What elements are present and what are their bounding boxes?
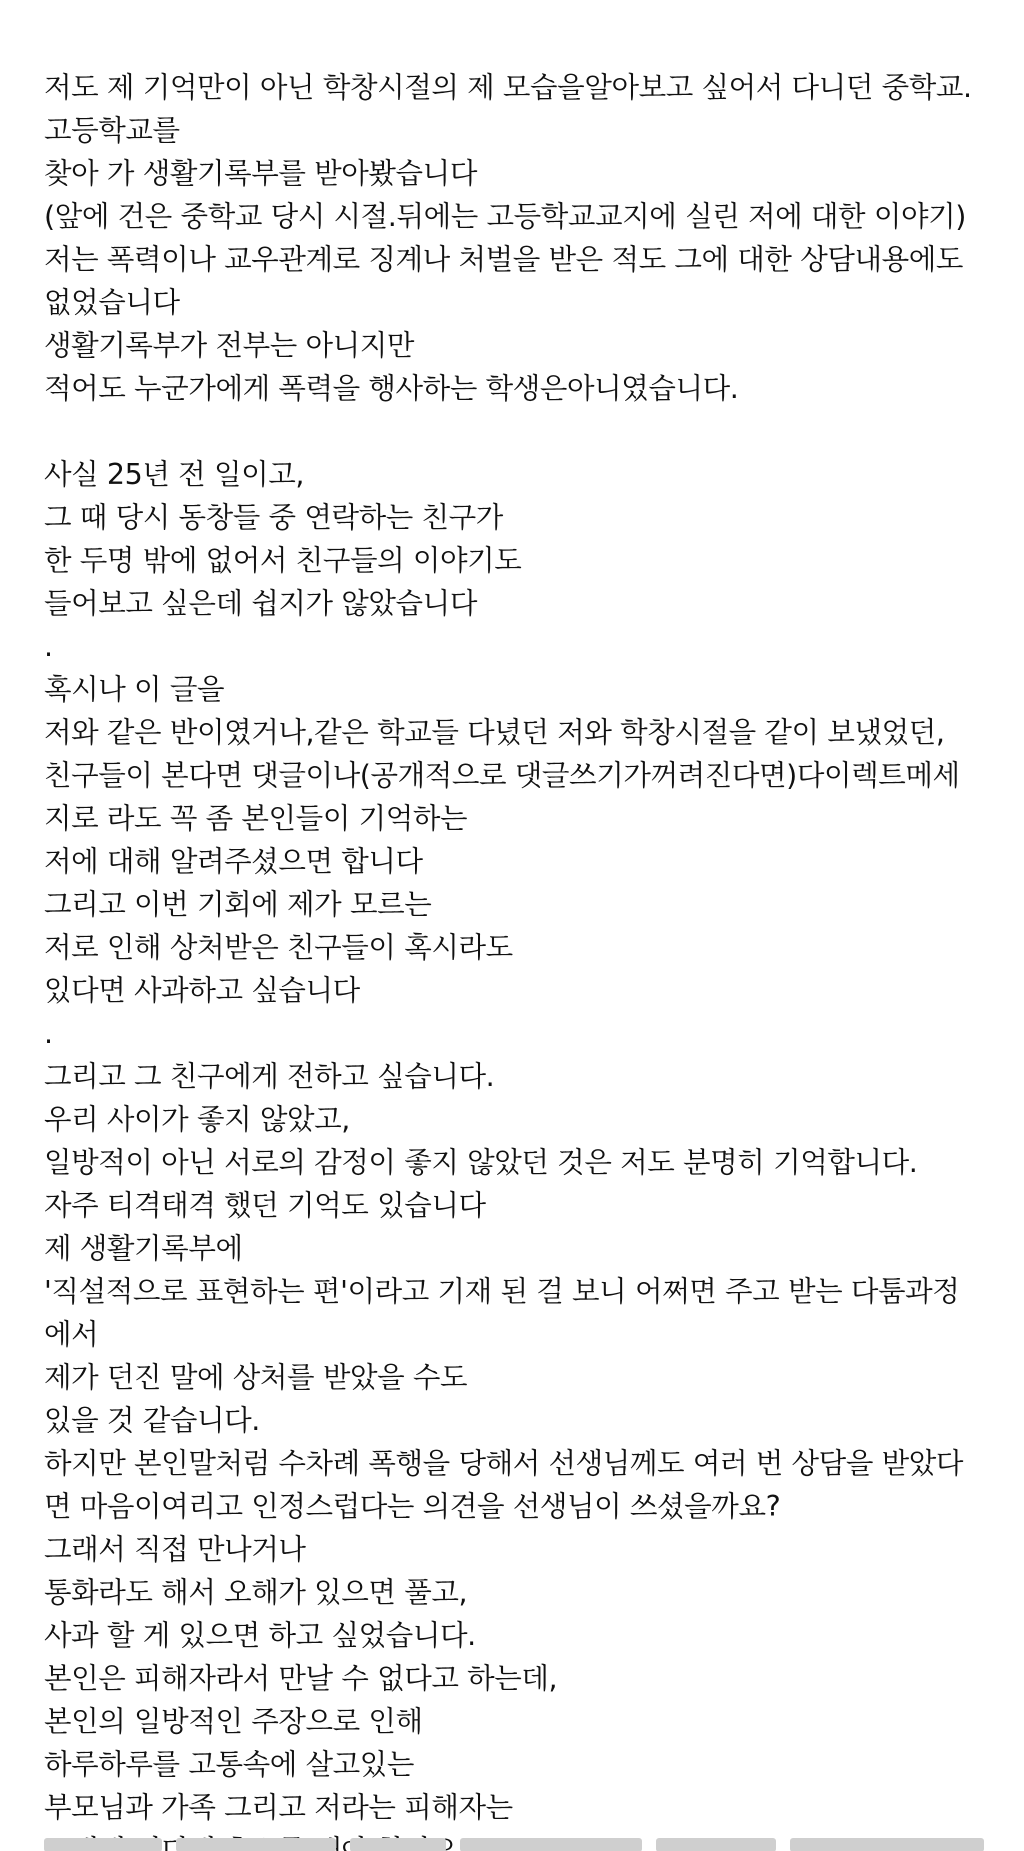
post-line: 적어도 누군가에게 폭력을 행사하는 학생은아니였습니다. [44, 372, 739, 405]
post-line: 생활기록부가 전부는 아니지만 [44, 329, 415, 362]
post-line: 한 두명 밖에 없어서 친구들의 이야기도 [44, 544, 522, 577]
post-line: 면 마음이여리고 인정스럽다는 의견을 선생님이 쓰셨을까요? [44, 1490, 781, 1523]
post-line: 그 때 당시 동창들 중 연락하는 친구가 [44, 501, 503, 534]
post-line: (앞에 건은 중학교 당시 시절.뒤에는 고등학교교지에 실린 저에 대한 이야기) [44, 200, 966, 233]
post-line: 자주 티격태격 했던 기억도 있습니다 [44, 1189, 486, 1222]
post-line: 저는 폭력이나 교우관계로 징계나 처벌을 받은 적도 그에 대한 상담내용에도 [44, 243, 963, 276]
post-line: 저에 대해 알려주셨으면 합니다 [44, 845, 423, 878]
post-line: 있을 것 같습니다. [44, 1404, 260, 1437]
post-line: 고등학교를 [44, 114, 180, 147]
post-line [44, 410, 1004, 453]
post-line: 들어보고 싶은데 쉽지가 않았습니다 [44, 587, 477, 620]
post-line: 그리고 그 친구에게 전하고 싶습니다. [44, 1060, 495, 1093]
post-line: . [44, 1017, 53, 1050]
post-line: 저와 같은 반이였거나,같은 학교들 다녔던 저와 학창시절을 같이 보냈었던, [44, 716, 945, 749]
post-line: 그리고 이번 기회에 제가 모르는 [44, 888, 432, 921]
cut-off-next-line [44, 1838, 984, 1851]
post-line: 있다면 사과하고 싶습니다 [44, 974, 360, 1007]
post-line: 제 생활기록부에 [44, 1232, 243, 1265]
post-line: 저도 제 기억만이 아닌 학창시절의 제 모습을알아보고 싶어서 다니던 중학교. [44, 71, 972, 104]
post-line: . [44, 630, 53, 663]
post-body [44, 66, 1004, 1851]
post-line: 저로 인해 상처받은 친구들이 혹시라도 [44, 931, 513, 964]
post-line: 일방적이 아닌 서로의 감정이 좋지 않았던 것은 저도 분명히 기억합니다. [44, 1146, 918, 1179]
post-line: 제가 던진 말에 상처를 받았을 수도 [44, 1361, 468, 1394]
post-line: 그래서 직접 만나거나 [44, 1533, 306, 1566]
post-line: '직설적으로 표현하는 편'이라고 기재 된 걸 보니 어쩌면 주고 받는 다툼과정 [44, 1275, 960, 1308]
post-line: 우리 사이가 좋지 않았고, [44, 1103, 350, 1136]
post-line: 찾아 가 생활기록부를 받아봤습니다 [44, 157, 477, 190]
post-line: 통화라도 해서 오해가 있으면 풀고, [44, 1576, 468, 1609]
post-line: 부모님과 가족 그리고 저라는 피해자는 [44, 1791, 513, 1824]
post-line: 지로 라도 꼭 좀 본인들이 기억하는 [44, 802, 468, 835]
post-line: 본인의 일방적인 주장으로 인해 [44, 1705, 423, 1738]
post-line: 사실 25년 전 일이고, [44, 458, 305, 491]
post-line: 혹시나 이 글을 [44, 673, 225, 706]
post-line: 사과 할 게 있으면 하고 싶었습니다. [44, 1619, 476, 1652]
post-line: 하지만 본인말처럼 수차례 폭행을 당해서 선생님께도 여러 번 상담을 받았다 [44, 1447, 963, 1480]
post-line: 어디에 해야 [134, 1834, 369, 1851]
post-line: 본인은 피해자라서 만날 수 없다고 하는데, [44, 1662, 558, 1695]
post-line: 에서 [44, 1318, 99, 1351]
post-line: 하루하루를 고통속에 살고있는 [44, 1748, 415, 1781]
post-line: 없었습니다 [44, 286, 180, 319]
post-line: 친구들이 본다면 댓글이나(공개적으로 댓글쓰기가꺼려진다면)다이렉트메세 [44, 759, 960, 792]
